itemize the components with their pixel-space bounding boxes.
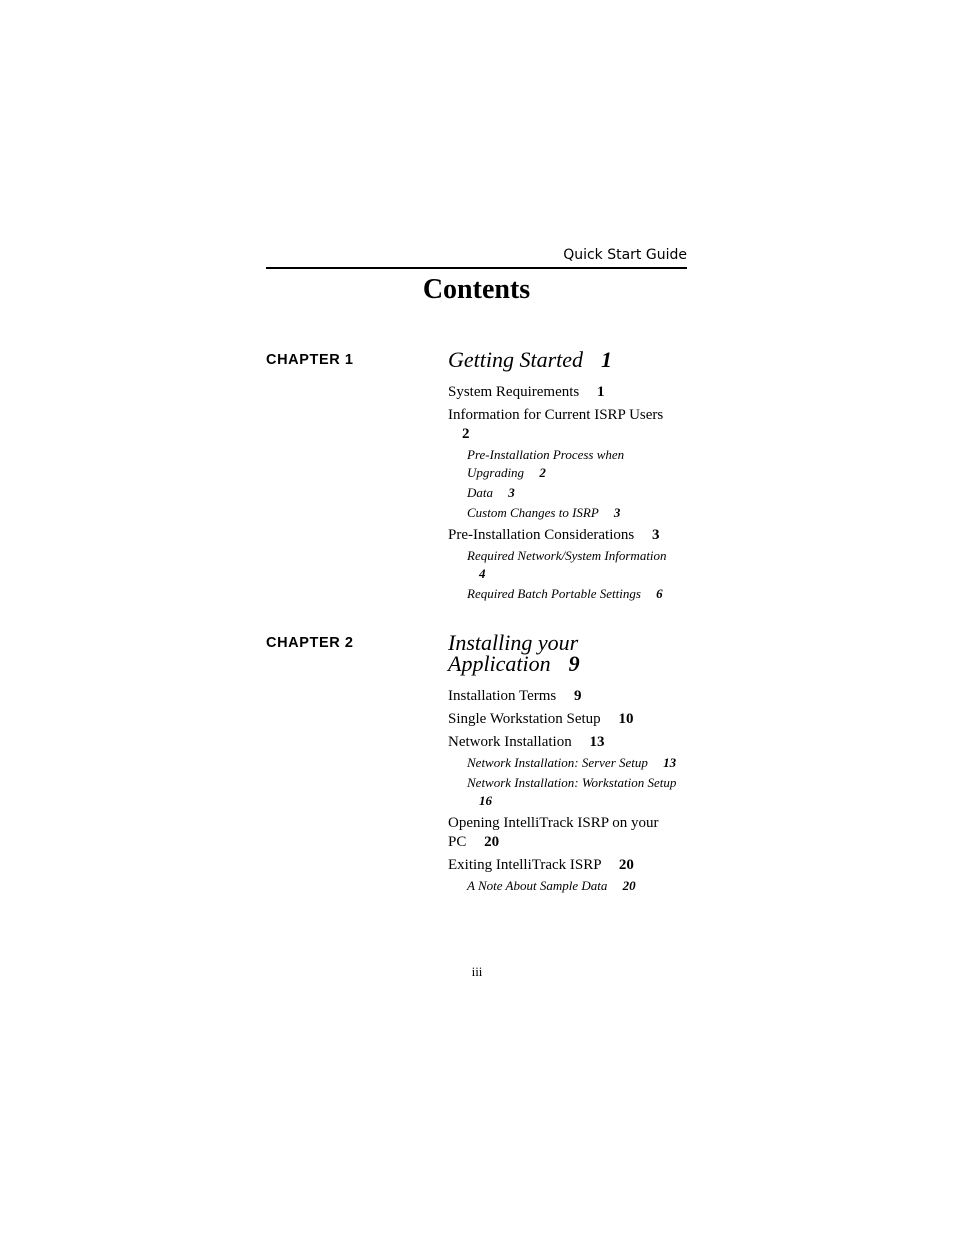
- chapter-title-link[interactable]: [448, 349, 688, 370]
- chapter-label: CHAPTER 2: [266, 635, 354, 651]
- toc-subentry[interactable]: [467, 774, 679, 810]
- toc-entry-title: Network Installation: [448, 734, 572, 750]
- toc-entry-title: Opening IntelliTrack ISRP on your PC: [448, 815, 659, 850]
- toc-entry-page: 2: [462, 426, 470, 442]
- toc-entry-title: Required Batch Portable Settings: [467, 586, 641, 601]
- toc-entry-page: 20: [618, 857, 634, 873]
- toc-entries: [448, 383, 688, 603]
- chapter-title: Getting Started: [448, 347, 584, 372]
- toc-entry-title: Pre-Installation Considerations: [448, 527, 635, 543]
- toc-entry-page: 13: [663, 755, 677, 770]
- toc-entry-title: Single Workstation Setup: [448, 711, 601, 727]
- running-header: [266, 246, 687, 269]
- toc-entries: [448, 687, 688, 895]
- toc-entry-title: Data: [467, 485, 493, 500]
- chapter-title: Installing your Application: [448, 630, 579, 676]
- chapter-toc: [448, 349, 688, 607]
- toc-entry-title: Exiting IntelliTrack ISRP: [448, 857, 602, 873]
- page-title: Contents: [422, 274, 531, 305]
- toc-entry[interactable]: [448, 406, 676, 444]
- toc-entry[interactable]: [448, 383, 676, 402]
- toc-entry[interactable]: [448, 733, 676, 752]
- toc-entry-title: A Note About Sample Data: [467, 878, 608, 893]
- toc-entry-page: 10: [618, 711, 634, 727]
- chapter-label: CHAPTER 1: [266, 352, 354, 368]
- toc-entry[interactable]: [448, 814, 676, 852]
- toc-subentry[interactable]: [467, 484, 679, 502]
- toc-entry-page: 16: [479, 793, 492, 808]
- toc-entry-page: 20: [484, 834, 500, 850]
- toc-subentry[interactable]: [467, 585, 679, 603]
- toc-entry-page: 3: [613, 505, 621, 520]
- chapter-page-number: 9: [568, 651, 580, 676]
- toc-entry-page: 3: [651, 527, 660, 543]
- toc-entry-title: Network Installation: Server Setup: [467, 755, 648, 770]
- toc-entry-page: 6: [656, 586, 663, 601]
- toc-entry-title: Required Network/System Information: [467, 548, 667, 563]
- toc-entry-page: 3: [508, 485, 515, 500]
- running-title: Quick Start Guide: [563, 247, 687, 263]
- toc-entry-page: 9: [574, 688, 582, 704]
- toc-entry[interactable]: [448, 856, 676, 875]
- toc-subentry[interactable]: [467, 446, 679, 482]
- toc-entry[interactable]: [448, 526, 676, 545]
- toc-subentry[interactable]: [467, 877, 679, 895]
- toc-entry-title: Custom Changes to ISRP: [467, 505, 599, 520]
- toc-entry-page: 20: [622, 878, 636, 893]
- toc-entry-page: 2: [539, 465, 546, 480]
- toc-entry-title: System Requirements: [448, 384, 580, 400]
- toc-entry[interactable]: [448, 687, 676, 706]
- toc-subentry[interactable]: [467, 504, 679, 522]
- toc-entry-page: 4: [479, 566, 486, 581]
- toc-entry-title: Pre-Installation Process when Upgrading: [467, 447, 625, 480]
- chapter-title-link[interactable]: [448, 632, 688, 674]
- toc-entry-title: Installation Terms: [448, 688, 557, 704]
- page-number: iii: [471, 964, 483, 979]
- chapter-toc: [448, 632, 688, 899]
- toc-entry[interactable]: [448, 710, 676, 729]
- toc-entry-title: Network Installation: Workstation Setup: [467, 775, 677, 790]
- chapter-page-number: 1: [601, 347, 613, 372]
- toc-entry-page: 1: [597, 384, 605, 400]
- toc-entry-title: Information for Current ISRP Users: [448, 407, 664, 423]
- toc-entry-page: 13: [589, 734, 605, 750]
- toc-subentry[interactable]: [467, 754, 679, 772]
- toc-subentry[interactable]: [467, 547, 679, 583]
